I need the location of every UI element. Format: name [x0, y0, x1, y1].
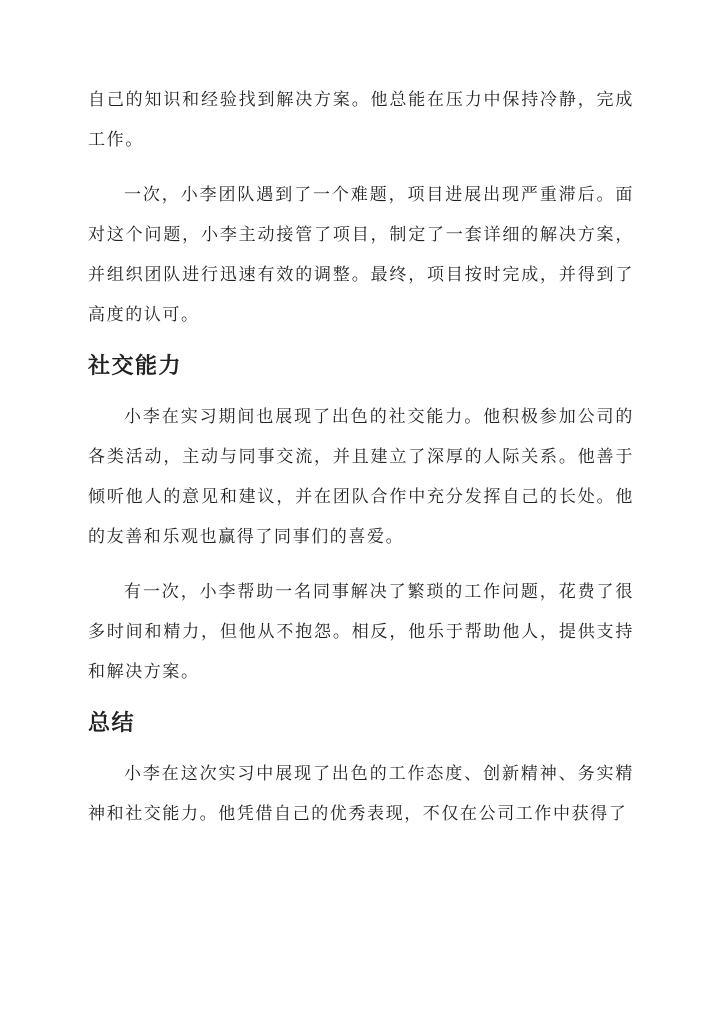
- paragraph-spacer: [88, 160, 634, 175]
- text-line: 一次，小李团队遇到了一个难题，项目进展出现严重滞后。面: [124, 185, 634, 205]
- text-line: 并组织团队进行迅速有效的调整。最终，项目按时完成，并得到了: [88, 265, 634, 285]
- text-line: 各类活动，主动与同事交流，并且建立了深厚的人际关系。他善于: [88, 447, 634, 467]
- paragraph: [88, 175, 634, 335]
- text-line: 有一次，小李帮助一名同事解决了繁琐的工作问题，花费了很: [124, 582, 634, 602]
- text-line: 神和社交能力。他凭借自己的优秀表现，不仅在公司工作中获得了: [88, 804, 628, 824]
- paragraph: [88, 754, 634, 834]
- section-heading: 总结: [88, 710, 136, 736]
- heading-spacer: [88, 386, 634, 397]
- document-page: [88, 80, 634, 834]
- text-line: 倾听他人的意见和建议，并在团队合作中充分发挥自己的长处。他: [88, 487, 634, 507]
- heading-spacer: [88, 743, 634, 754]
- text-line: 对这个问题，小李主动接管了项目，制定了一套详细的解决方案，: [88, 225, 634, 245]
- text-line: 高度的认可。: [88, 305, 200, 325]
- paragraph: [88, 397, 634, 557]
- text-line: 工作。: [88, 130, 144, 150]
- paragraph: [88, 80, 634, 160]
- paragraph-spacer: [88, 557, 634, 572]
- heading-spacer: [88, 335, 634, 346]
- heading-spacer: [88, 692, 634, 703]
- text-line: 小李在实习期间也展现了出色的社交能力。他积极参加公司的: [124, 407, 634, 427]
- text-line: 和解决方案。: [88, 662, 200, 682]
- section-heading: 社交能力: [88, 353, 183, 379]
- text-line: 小李在这次实习中展现了出色的工作态度、创新精神、务实精: [124, 764, 634, 784]
- text-line: 多时间和精力，但他从不抱怨。相反，他乐于帮助他人，提供支持: [88, 622, 634, 642]
- text-line: 自己的知识和经验找到解决方案。他总能在压力中保持冷静，完成: [88, 90, 634, 110]
- text-line: 的友善和乐观也赢得了同事们的喜爱。: [88, 527, 405, 547]
- paragraph: [88, 572, 634, 692]
